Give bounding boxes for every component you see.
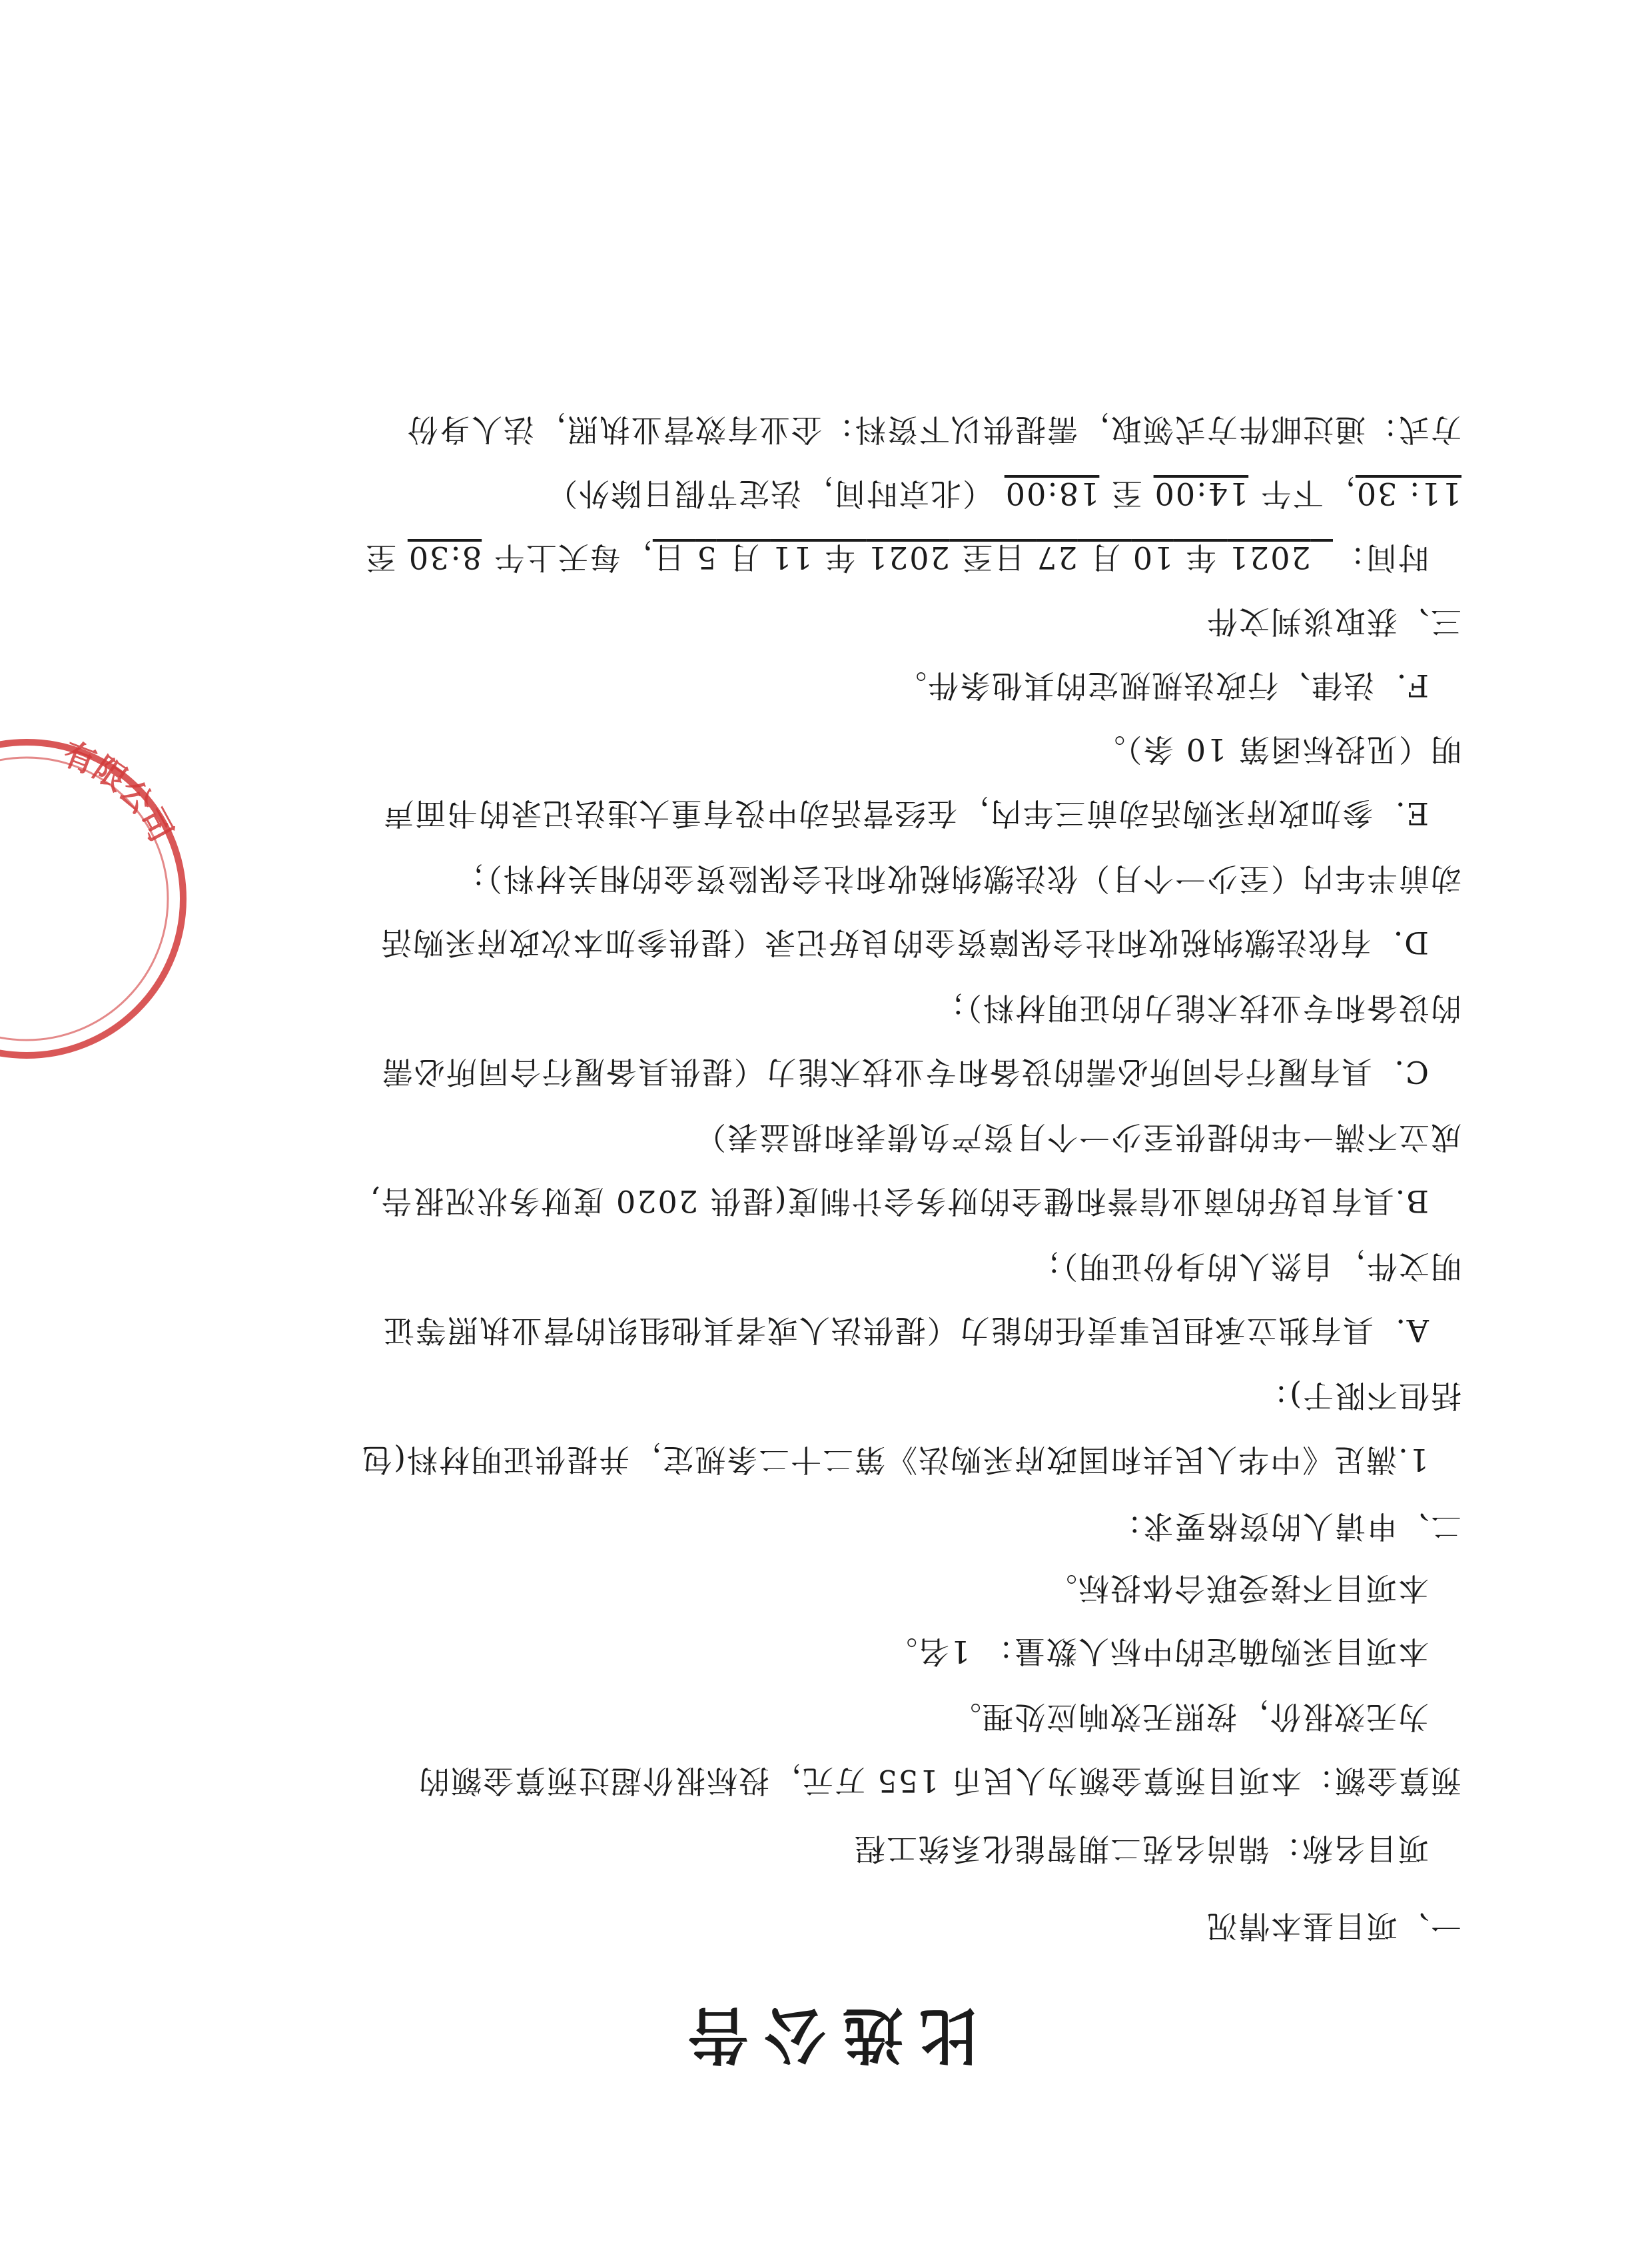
project-name-value: 锦尚名苑二期智能化系统工程 bbox=[853, 1831, 1269, 1867]
section-1-heading: 一、项目基本情况 bbox=[1206, 1908, 1461, 1944]
requirement-d-line-1: D．有依法缴纳税收和社会保障资金的良好记录（提供参加本次政府采购活 bbox=[380, 925, 1429, 961]
am-start-time: 8:30 bbox=[407, 540, 482, 576]
end-month: 11 bbox=[770, 540, 813, 576]
time-range: 2021 年 10 月 27 日至 2021 年 11 月 5 日 bbox=[652, 540, 1311, 576]
requirement-c-line-2: 的设备和专业技术能力的证明材料）； bbox=[933, 990, 1461, 1026]
project-name-label: 项目名称： bbox=[1269, 1831, 1429, 1867]
requirement-e-line-2: 明（见投标函第 10 条）。 bbox=[1093, 732, 1461, 768]
requirement-1-line-1: 1.满足《中华人民共和国政府采购法》第二十二条规定，并提供证明材料(包 bbox=[360, 1442, 1429, 1478]
svg-text:有限公司 bbox=[58, 735, 180, 848]
requirement-1-line-2: 括但不限于)： bbox=[1256, 1378, 1461, 1414]
end-day: 5 bbox=[695, 540, 717, 576]
company-seal bbox=[0, 726, 200, 1072]
section-2-heading: 二、申请人的资格要求： bbox=[1110, 1508, 1461, 1544]
requirement-a-line-1: A．具有独立承担民事责任的能力（提供法人或者其他组织的营业执照等证 bbox=[382, 1313, 1429, 1349]
section-3-heading: 三、获取谈判文件 bbox=[1206, 604, 1461, 640]
start-month: 10 bbox=[1131, 540, 1174, 576]
project-name-line bbox=[853, 1829, 1429, 1869]
requirement-d-line-2: 动前半年内（至少一个月）依法缴纳税收和社会保险资金的相关材料）； bbox=[454, 861, 1461, 897]
end-year: 2021 bbox=[866, 540, 950, 576]
method-line: 方式：通过邮件方式领取，需提供以下资料：企业有效营业执照，法人身份 bbox=[406, 412, 1461, 448]
requirement-b-line-1: B.具有良好的商业信誉和健全的财务会计制度(提供 2020 度财务状况报告, bbox=[368, 1183, 1429, 1219]
consortium-line: 本项目不接受联合体投标。 bbox=[1045, 1570, 1429, 1606]
requirement-c-line-1: C．具有履行合同所必需的设备和专业技术能力（提供具备履行合同所必需 bbox=[380, 1054, 1429, 1090]
requirement-b-line-2: 成立不满一年的提供至少一个月资产负债表和损益表） bbox=[694, 1119, 1461, 1155]
budget-text-2: 为无效报价，按照无效响应处理。 bbox=[949, 1699, 1429, 1735]
requirement-e-line-1: E．参加政府采购活动前三年内，在经营活动中没有重大违法记录的书面声 bbox=[382, 796, 1429, 832]
start-day: 27 bbox=[1036, 540, 1078, 576]
winners-line: 本项目采购确定的中标人数量： 1名。 bbox=[885, 1634, 1429, 1670]
time-line-2: 11: 30，下午 14:00 至 18:00 （北京时间，法定节假日除外） bbox=[546, 476, 1461, 512]
am-end-time: 11: 30 bbox=[1355, 476, 1461, 512]
budget-label: 预算金额： bbox=[1302, 1763, 1461, 1799]
pm-end-time: 18:00 bbox=[1004, 476, 1100, 512]
time-note: （北京时间，法定节假日除外） bbox=[546, 476, 994, 512]
requirement-f: F．法律、行政法规规定的其他条件。 bbox=[895, 668, 1429, 704]
start-year: 2021 bbox=[1227, 540, 1311, 576]
seal-text: 有限公司 bbox=[58, 735, 181, 848]
time-label: 时间： bbox=[1333, 540, 1429, 576]
budget-text-1: 本项目预算金额为人民币 155 万元，投标报价超过预算金额的 bbox=[417, 1763, 1302, 1799]
requirement-a-line-2: 明文件，自然人的身份证明）； bbox=[1029, 1249, 1461, 1285]
page-title: 比选公告 bbox=[671, 1999, 981, 2071]
pm-start-time: 14:00 bbox=[1153, 476, 1249, 512]
budget-line-1 bbox=[418, 1761, 1461, 1801]
time-line-1: 时间： 2021 年 10 月 27 日至 2021 年 11 月 5 日，每天上午 8:30 至 bbox=[364, 540, 1429, 576]
